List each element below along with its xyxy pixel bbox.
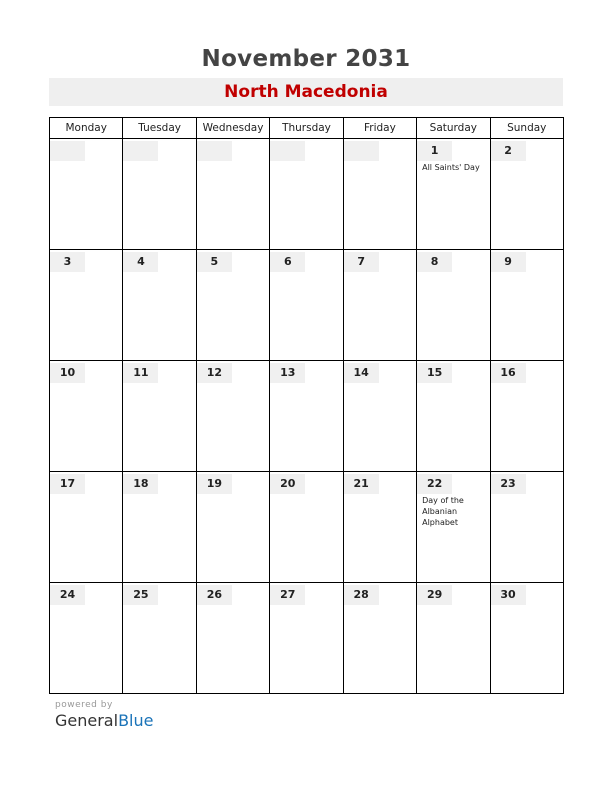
day-number: 29 bbox=[417, 585, 452, 605]
day-cell bbox=[490, 250, 563, 361]
day-cell bbox=[270, 361, 343, 472]
day-cell bbox=[123, 250, 196, 361]
day-number: 3 bbox=[50, 252, 85, 272]
day-number: 16 bbox=[491, 363, 526, 383]
week-row bbox=[50, 139, 564, 250]
day-number: 4 bbox=[123, 252, 158, 272]
week-row bbox=[50, 250, 564, 361]
calendar-grid bbox=[49, 117, 564, 694]
country-banner: North Macedonia bbox=[49, 78, 563, 106]
day-cell bbox=[123, 139, 196, 250]
weekday-wednesday: Wednesday bbox=[196, 118, 269, 139]
day-cell bbox=[417, 472, 490, 583]
day-cell bbox=[196, 361, 269, 472]
day-number bbox=[270, 141, 305, 161]
day-cell bbox=[343, 583, 416, 694]
holiday-label: Day of the Albanian Alphabet bbox=[422, 496, 464, 527]
day-number: 9 bbox=[491, 252, 526, 272]
day-cell bbox=[343, 472, 416, 583]
day-cell bbox=[417, 250, 490, 361]
footer-branding bbox=[55, 700, 153, 730]
day-number: 22 bbox=[417, 474, 452, 494]
day-number: 19 bbox=[197, 474, 232, 494]
day-number: 21 bbox=[344, 474, 379, 494]
day-cell bbox=[490, 583, 563, 694]
brand-blue: Blue bbox=[118, 711, 154, 730]
day-cell bbox=[343, 361, 416, 472]
day-number bbox=[50, 141, 85, 161]
day-cell bbox=[196, 583, 269, 694]
week-row bbox=[50, 583, 564, 694]
day-number: 24 bbox=[50, 585, 85, 605]
day-number: 17 bbox=[50, 474, 85, 494]
day-cell bbox=[123, 583, 196, 694]
day-number bbox=[123, 141, 158, 161]
weekday-tuesday: Tuesday bbox=[123, 118, 196, 139]
day-cell bbox=[417, 139, 490, 250]
day-cell bbox=[490, 361, 563, 472]
day-number: 1 bbox=[417, 141, 452, 161]
day-cell bbox=[490, 139, 563, 250]
powered-by-text: powered by bbox=[55, 700, 113, 710]
day-number bbox=[197, 141, 232, 161]
day-number: 27 bbox=[270, 585, 305, 605]
day-number: 11 bbox=[123, 363, 158, 383]
day-number: 7 bbox=[344, 252, 379, 272]
day-number: 14 bbox=[344, 363, 379, 383]
day-cell bbox=[270, 583, 343, 694]
day-number: 25 bbox=[123, 585, 158, 605]
day-number: 23 bbox=[491, 474, 526, 494]
calendar-title: November 2031 bbox=[201, 46, 411, 72]
day-cell bbox=[343, 250, 416, 361]
day-number: 13 bbox=[270, 363, 305, 383]
day-cell bbox=[490, 472, 563, 583]
day-cell bbox=[50, 361, 123, 472]
day-number: 20 bbox=[270, 474, 305, 494]
day-number: 28 bbox=[344, 585, 379, 605]
day-number: 2 bbox=[491, 141, 526, 161]
day-cell bbox=[343, 139, 416, 250]
day-cell bbox=[270, 472, 343, 583]
day-cell bbox=[417, 361, 490, 472]
day-cell bbox=[50, 139, 123, 250]
holiday-label: All Saints' Day bbox=[422, 163, 480, 172]
week-row bbox=[50, 472, 564, 583]
brand-logo[interactable] bbox=[55, 711, 153, 730]
brand-general: General bbox=[55, 711, 119, 730]
day-number: 26 bbox=[197, 585, 232, 605]
weekday-header-row bbox=[50, 118, 564, 139]
day-number: 6 bbox=[270, 252, 305, 272]
weekday-monday: Monday bbox=[50, 118, 123, 139]
day-cell bbox=[123, 472, 196, 583]
day-cell bbox=[196, 250, 269, 361]
weekday-saturday: Saturday bbox=[417, 118, 490, 139]
weekday-thursday: Thursday bbox=[270, 118, 343, 139]
day-cell bbox=[196, 472, 269, 583]
day-number: 18 bbox=[123, 474, 158, 494]
day-cell bbox=[196, 139, 269, 250]
day-number bbox=[344, 141, 379, 161]
day-cell bbox=[123, 361, 196, 472]
day-cell bbox=[50, 583, 123, 694]
weekday-sunday: Sunday bbox=[490, 118, 563, 139]
day-number: 5 bbox=[197, 252, 232, 272]
day-number: 10 bbox=[50, 363, 85, 383]
day-cell bbox=[270, 139, 343, 250]
day-cell bbox=[50, 250, 123, 361]
day-cell bbox=[270, 250, 343, 361]
day-number: 30 bbox=[491, 585, 526, 605]
day-number: 15 bbox=[417, 363, 452, 383]
day-number: 12 bbox=[197, 363, 232, 383]
weekday-friday: Friday bbox=[343, 118, 416, 139]
day-number: 8 bbox=[417, 252, 452, 272]
week-row bbox=[50, 361, 564, 472]
day-cell bbox=[50, 472, 123, 583]
day-cell bbox=[417, 583, 490, 694]
